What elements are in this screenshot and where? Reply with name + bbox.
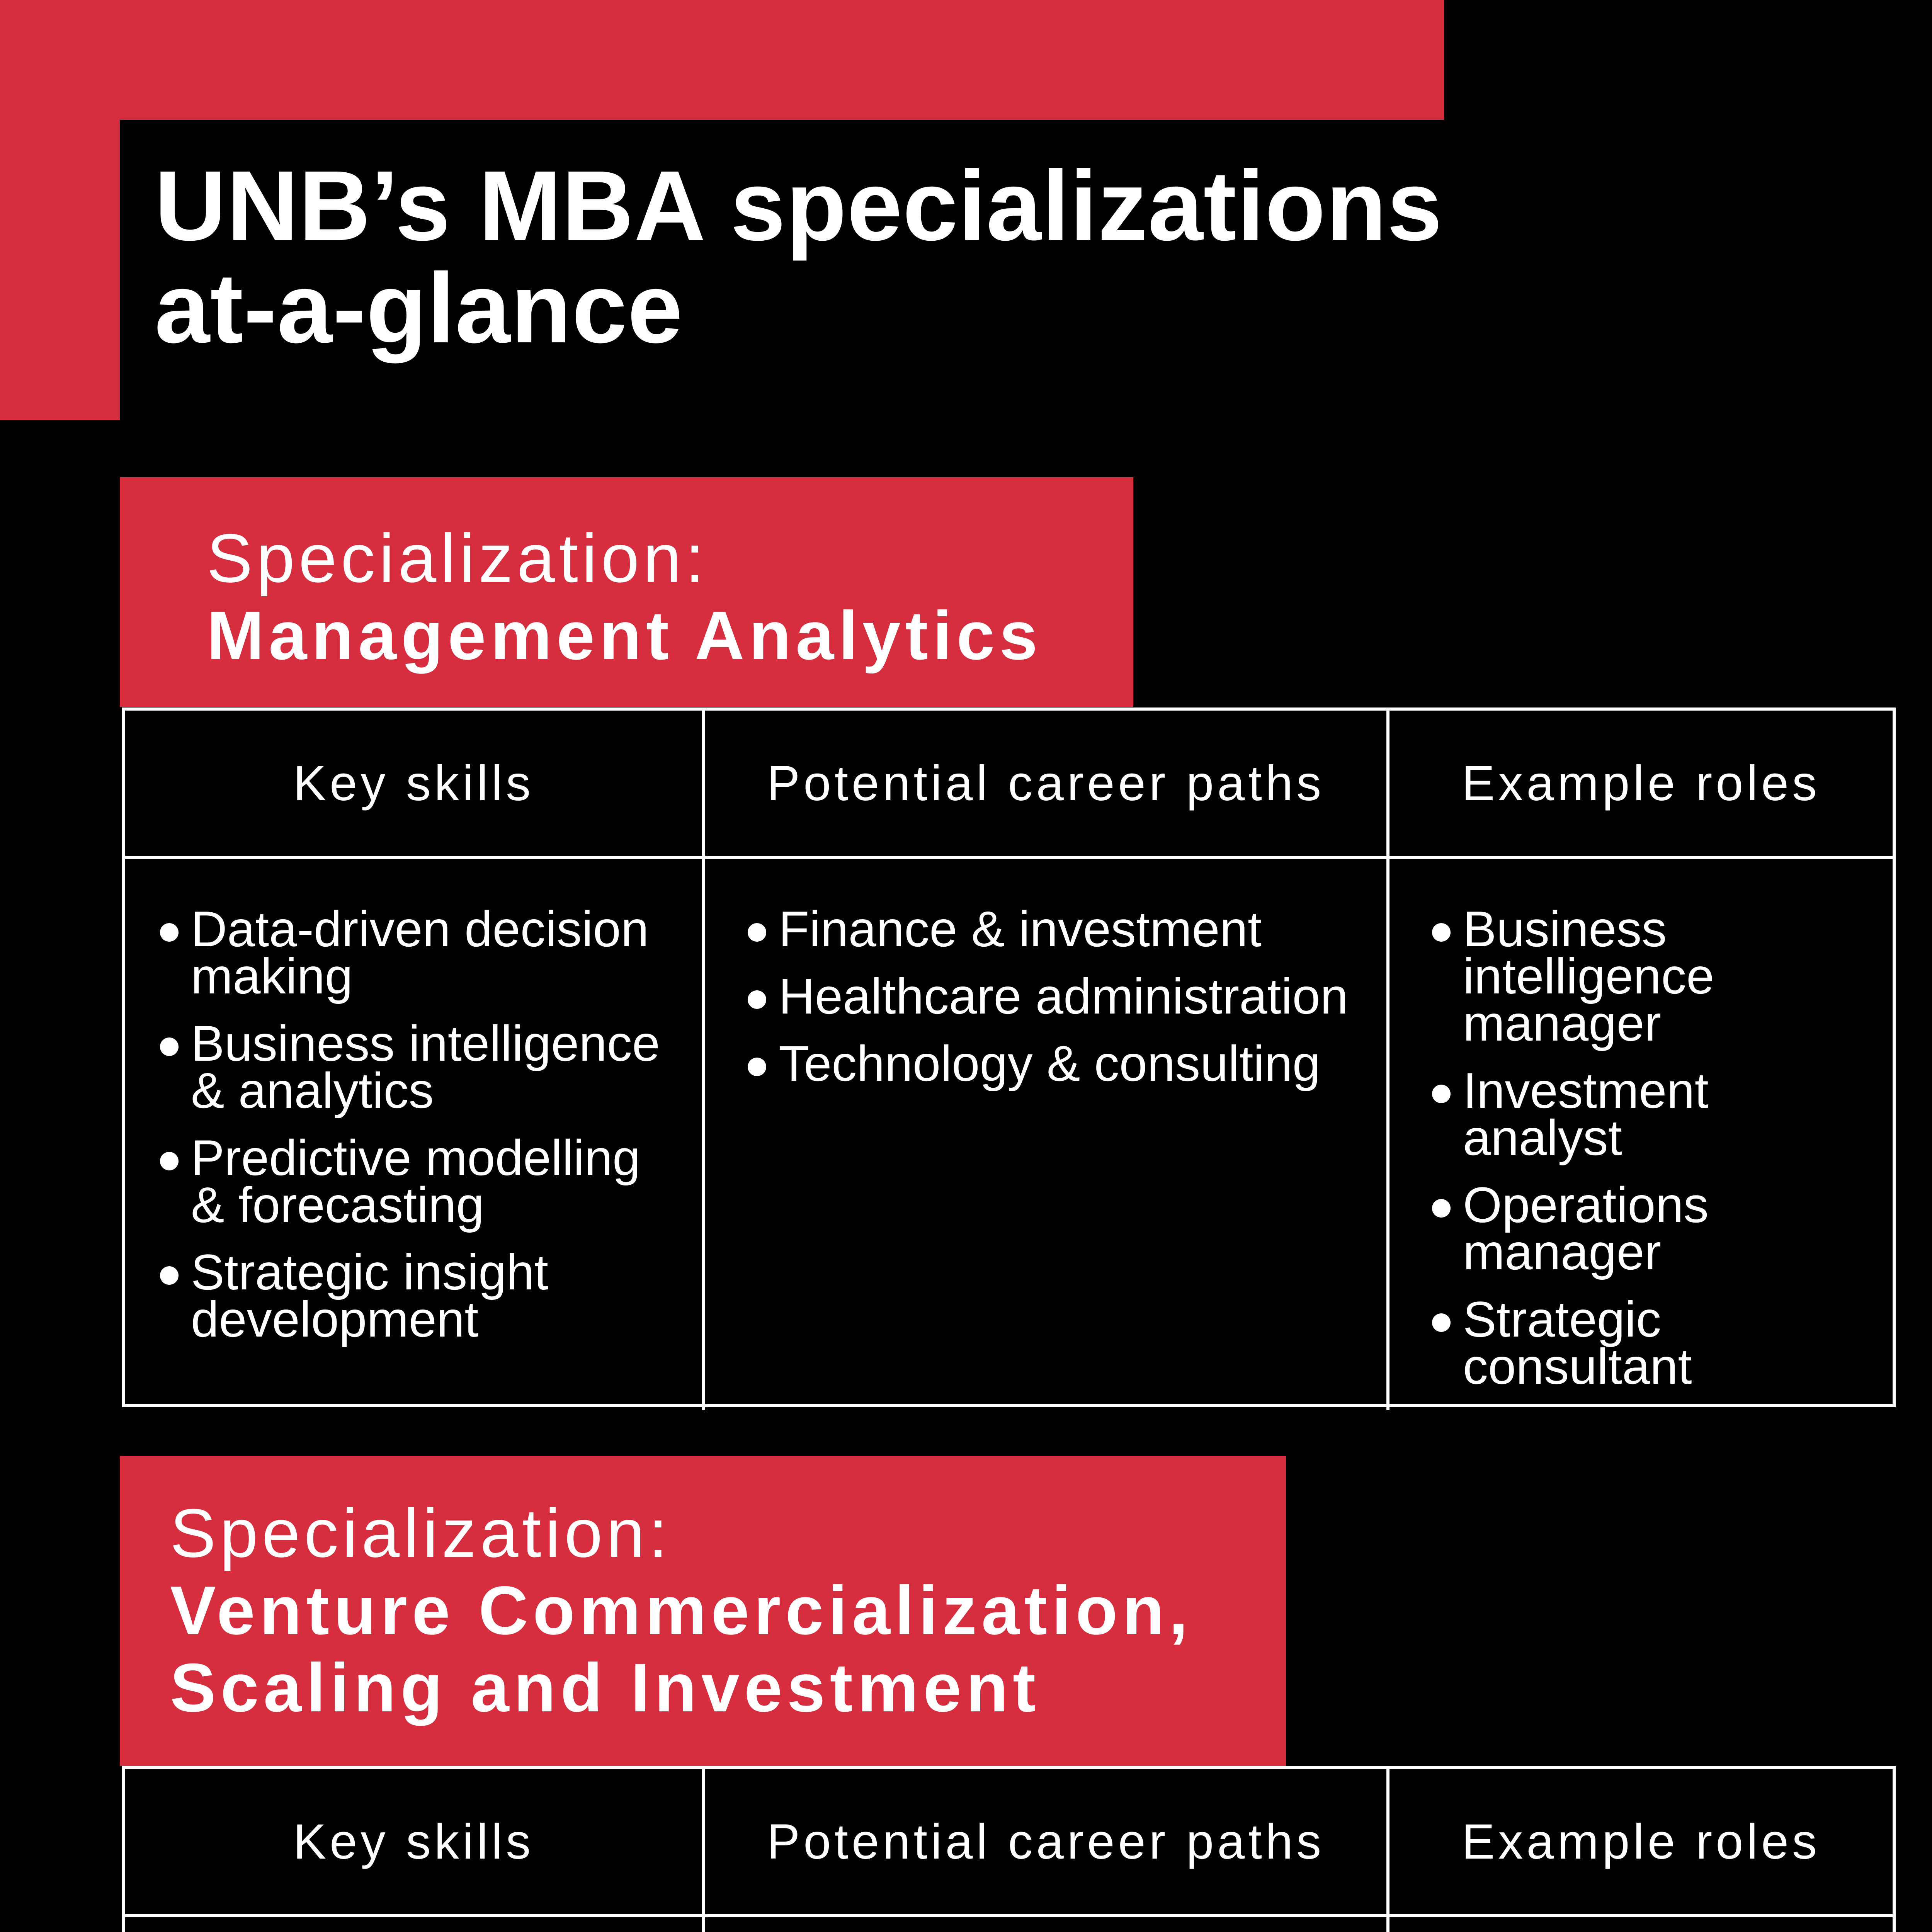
specialization-table-management-analytics: [122, 707, 1896, 1407]
side-accent-bar: [0, 0, 120, 420]
specialization-table-venture-commercialization: [122, 1766, 1896, 1932]
column-header-key-skills: Key skills: [125, 1769, 705, 1917]
list-item: Finance & investment: [748, 905, 1371, 952]
column-header-career-paths: Potential career paths: [705, 711, 1389, 859]
career-paths-list: [748, 901, 1371, 1092]
career-paths-cell: [705, 859, 1389, 1410]
column-header-career-paths: Potential career paths: [705, 1769, 1389, 1917]
specialization-name: Venture Commercialization, Scaling and Investment: [170, 1572, 1193, 1726]
specialization-header-management-analytics: [120, 477, 1133, 707]
list-item: Strategic consultant: [1432, 1296, 1877, 1390]
list-item: Strategic insight development: [160, 1248, 687, 1343]
list-item: Business intelligence manager: [1432, 905, 1877, 1047]
list-item: Predictive modelling & forecasting: [160, 1134, 687, 1228]
key-skills-cell: [125, 859, 705, 1410]
specialization-label: Specialization:: [207, 520, 708, 597]
list-item: Business intelligence & analytics: [160, 1020, 687, 1114]
list-item: Technology & consulting: [748, 1040, 1371, 1087]
list-item: Healthcare administration: [748, 973, 1371, 1020]
page-title: UNB’s MBA specializations at-a-glance: [155, 150, 1443, 364]
example-roles-list: [1432, 901, 1877, 1395]
column-header-key-skills: Key skills: [125, 711, 705, 859]
career-paths-cell: [705, 1917, 1389, 1932]
top-accent-bar: [0, 0, 1444, 120]
key-skills-list: [160, 901, 687, 1347]
column-header-example-roles: Example roles: [1389, 1769, 1893, 1917]
specialization-name: Management Analytics: [207, 597, 1043, 674]
list-item: Investment analyst: [1432, 1067, 1877, 1161]
example-roles-cell: [1389, 859, 1893, 1410]
specialization-label: Specialization:: [170, 1495, 672, 1571]
list-item: Operations manager: [1432, 1181, 1877, 1276]
column-header-example-roles: Example roles: [1389, 711, 1893, 859]
key-skills-cell: [125, 1917, 705, 1932]
example-roles-cell: [1389, 1917, 1893, 1932]
specialization-header-venture-commercialization: [120, 1456, 1286, 1766]
list-item: Data-driven decision making: [160, 905, 687, 1000]
